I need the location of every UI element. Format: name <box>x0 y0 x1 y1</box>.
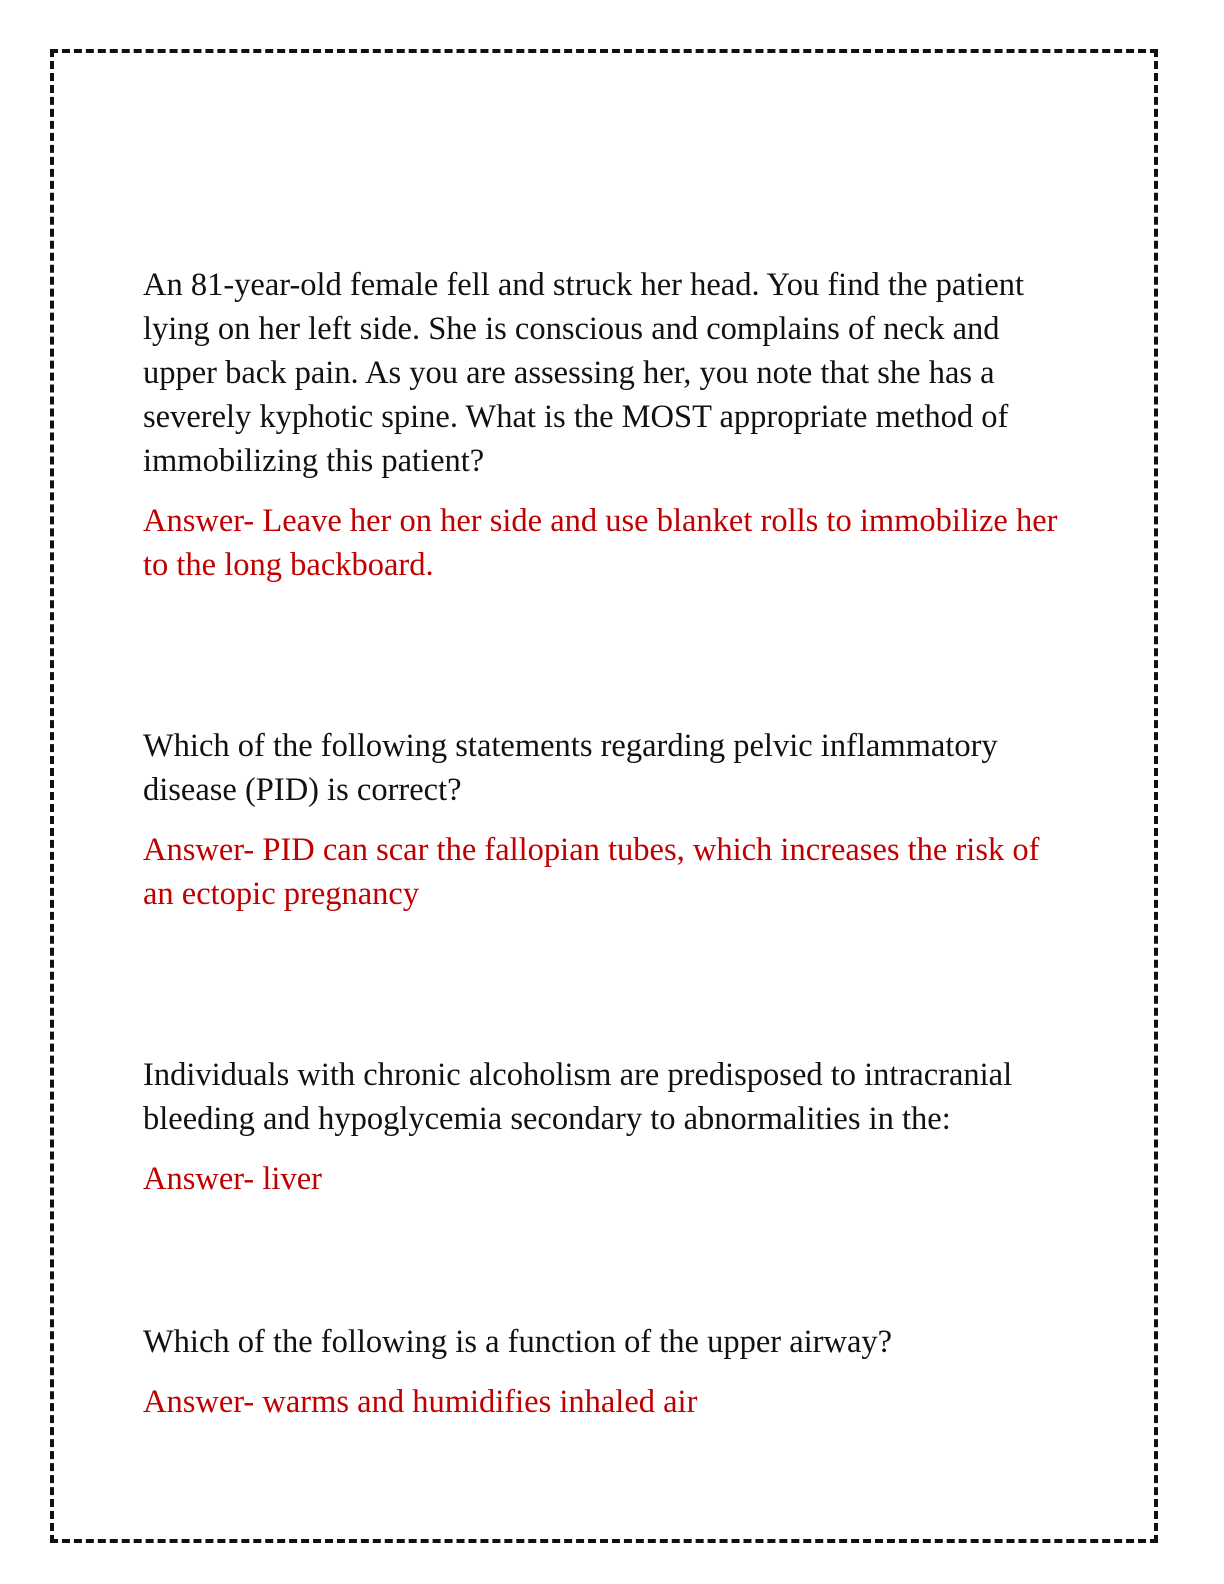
answer-text: Answer- Leave her on her side and use blanket rolls to immobilize her to the long backboard. <box>143 503 1058 583</box>
qa-block <box>143 263 1073 587</box>
answer-text: Answer- PID can scar the fallopian tubes, which increases the risk of an ectopic pregnancy <box>143 832 1040 912</box>
answer-text: Answer- warms and humidifies inhaled air <box>143 1384 698 1420</box>
question-text: Which of the following is a function of the upper airway? <box>143 1324 893 1360</box>
qa-block <box>143 1320 1073 1424</box>
qa-block <box>143 1053 1073 1201</box>
question-text: An 81-year-old female fell and struck her head. You find the patient lying on her left side. She is conscious and complains of neck and upper back pain. As you are assessing her, you note that she has a severely kyphotic spine. What is the MOST appropriate method of immobilizing this patient? <box>143 267 1025 479</box>
qa-block <box>143 724 1073 916</box>
question-text: Which of the following statements regarding pelvic inflammatory disease (PID) is correct? <box>143 728 998 808</box>
answer-text: Answer- liver <box>143 1161 322 1197</box>
question-text: Individuals with chronic alcoholism are predisposed to intracranial bleeding and hypoglycemia secondary to abnormalities in the: <box>143 1057 1013 1137</box>
